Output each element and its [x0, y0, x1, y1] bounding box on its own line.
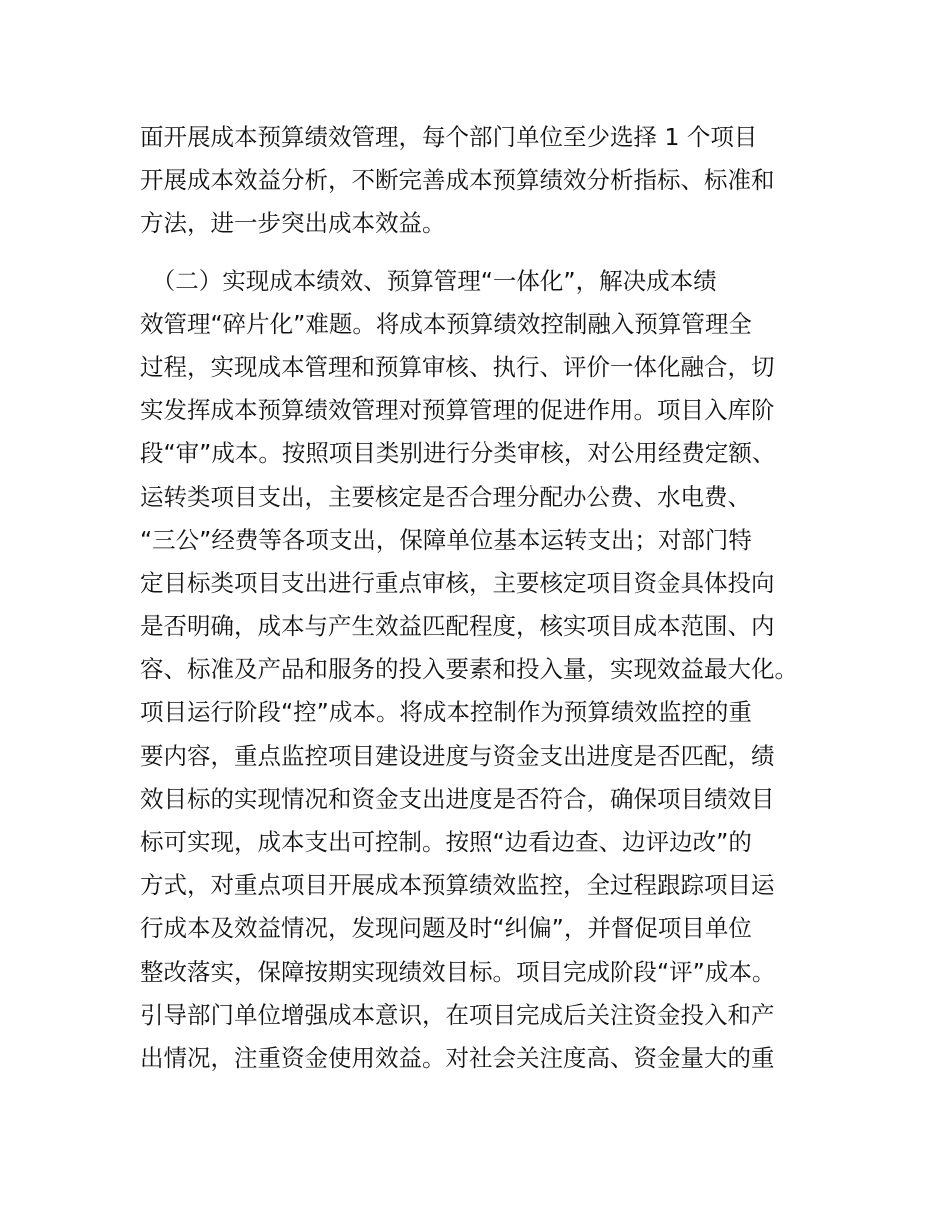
paragraph-spacer [140, 246, 830, 260]
text-line: 是否明确，成本与产生效益匹配程度，核实项目成本范围、内 [140, 612, 775, 641]
text-line: 方式，对重点项目开展成本预算绩效监控，全过程跟踪项目运 [140, 871, 775, 900]
text-line: 段“审”成本。按照项目类别进行分类审核，对公用经费定额、 [140, 439, 776, 468]
text-line: 整改落实，保障按期实现绩效目标。项目完成阶段“评”成本。 [140, 957, 776, 986]
text-line: 项目运行阶段“控”成本。将成本控制作为预算绩效监控的重 [140, 698, 752, 727]
text-line: “三公”经费等各项支出，保障单位基本运转支出；对部门特 [140, 525, 752, 554]
text-line: 标可实现，成本支出可控制。按照“边看边查、边评边改”的 [140, 828, 752, 856]
text-line: 过程，实现成本管理和预算审核、执行、评价一体化融合，切 [140, 352, 775, 381]
text-line: 开展成本效益分析，不断完善成本预算绩效分析指标、标准和 [140, 166, 775, 195]
section-heading-line: （二）实现成本绩效、预算管理“一体化”，解决成本绩 [140, 266, 717, 295]
text-line: 容、标准及产品和服务的投入要素和投入量，实现效益最大化。 [140, 655, 798, 684]
text-line: 要内容，重点监控项目建设进度与资金支出进度是否匹配，绩 [140, 741, 775, 770]
text-line: 引导部门单位增强成本意识，在项目完成后关注资金投入和产 [140, 1000, 775, 1029]
text-line: 行成本及效益情况，发现问题及时“纠偏”，并督促项目单位 [140, 914, 752, 943]
text-line: 出情况，注重资金使用效益。对社会关注度高、资金量大的重 [140, 1043, 775, 1072]
text-line: 运转类项目支出，主要核定是否合理分配办公费、水电费、 [140, 482, 751, 511]
text-line: 面开展成本预算绩效管理，每个部门单位至少选择 1 个项目 [140, 123, 758, 151]
text-line: 效管理“碎片化”难题。将成本预算绩效控制融入预算管理全 [140, 309, 752, 338]
body-text [140, 116, 830, 1080]
text-line: 方法，进一步突出成本效益。 [140, 209, 446, 238]
text-line: 定目标类项目支出进行重点审核，主要核定项目资金具体投向 [140, 568, 775, 597]
text-line: 效目标的实现情况和资金支出进度是否符合，确保项目绩效目 [140, 784, 775, 813]
text-line: 实发挥成本预算绩效管理对预算管理的促进作用。项目入库阶 [140, 396, 775, 425]
